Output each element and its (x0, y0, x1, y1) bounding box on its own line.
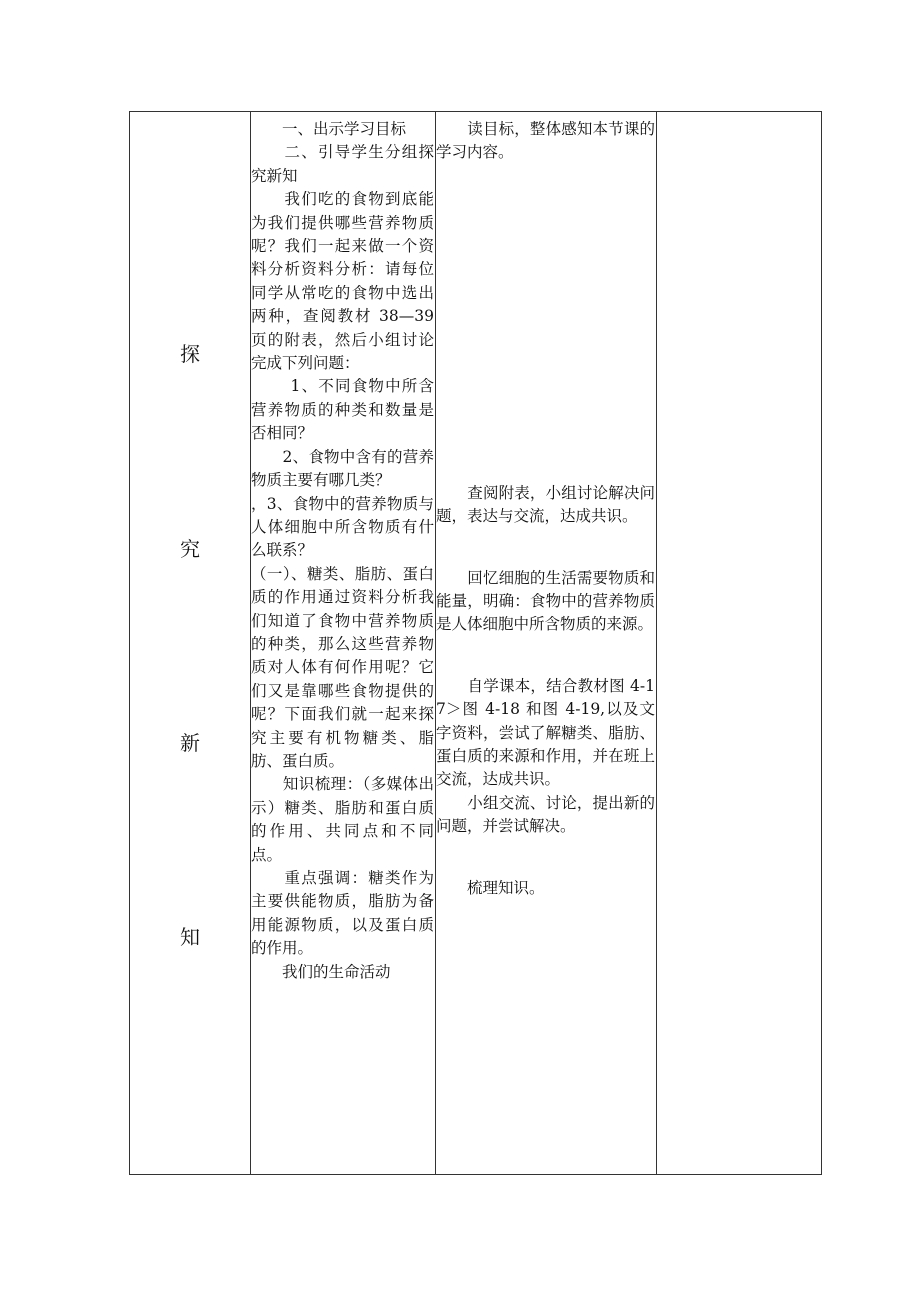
stage-char: 究 (180, 537, 200, 561)
column-divider (656, 112, 657, 1174)
teacher-paragraph: 二、引导学生分组探究新知 (251, 143, 434, 185)
student-activity-column (436, 118, 655, 900)
student-paragraph: 梳理知识。 (436, 878, 545, 897)
teacher-paragraph: 我们的生命活动 (251, 962, 391, 981)
stage-char: 新 (180, 731, 200, 755)
teacher-activity-column (251, 118, 434, 984)
teacher-paragraph: 一、出示学习目标 (251, 120, 407, 138)
student-paragraph: 回忆细胞的生活需要物质和能量，明确：食物中的营养物质是人体细胞中所含物质的来源。 (436, 568, 655, 634)
student-paragraph: 小组交流、讨论，提出新的问题，并尝试解决。 (436, 793, 655, 836)
teacher-paragraph: 2、食物中含有的营养物质主要有哪几类？ (251, 447, 434, 490)
lesson-plan-table (129, 111, 822, 1175)
student-paragraph: 读目标，整体感知本节课的学习内容。 (436, 120, 655, 162)
student-paragraph: 查阅附表，小组讨论解决问题，表达与交流，达成共识。 (436, 483, 655, 526)
stage-char: 探 (180, 342, 200, 366)
stage-column (130, 112, 250, 1174)
teacher-paragraph: ，3、食物中的营养物质与人体细胞中所含物质有什么联系？ (251, 494, 434, 560)
teacher-paragraph: 我们吃的食物到底能为我们提供哪些营养物质呢？我们一起来做一个资料分析资料分析：请每位同学从常吃的食物中选出两种，查阅教材 38—39 页的附表，然后小组讨论完成下列问题： (251, 190, 434, 373)
teacher-paragraph: 1、不同食物中所含营养物质的种类和数量是否相同？ (251, 377, 434, 443)
student-paragraph: 自学课本，结合教材图 4-17＞图 4-18 和图 4-19,以及文字资料，尝试了解糖类、脂肪、蛋白质的来源和作用，并在班上交流，达成共识。 (436, 676, 655, 789)
teacher-paragraph: 重点强调：糖类作为主要供能物质，脂肪为备用能源物质，以及蛋白质的作用。 (251, 869, 434, 958)
teacher-paragraph: （一）、糖类、脂肪、蛋白质的作用通过资料分析我们知道了食物中营养物质的种类，那么这些营养物质对人体有何作用呢？它们又是靠哪些食物提供的呢？下面我们就一起来探究主要有机物糖类、脂肪、蛋白质。 (251, 564, 434, 770)
stage-char: 知 (180, 925, 200, 949)
teacher-paragraph: 知识梳理：（多媒体出示）糖类、脂肪和蛋白质的作用、共同点和不同点。 (251, 775, 434, 864)
